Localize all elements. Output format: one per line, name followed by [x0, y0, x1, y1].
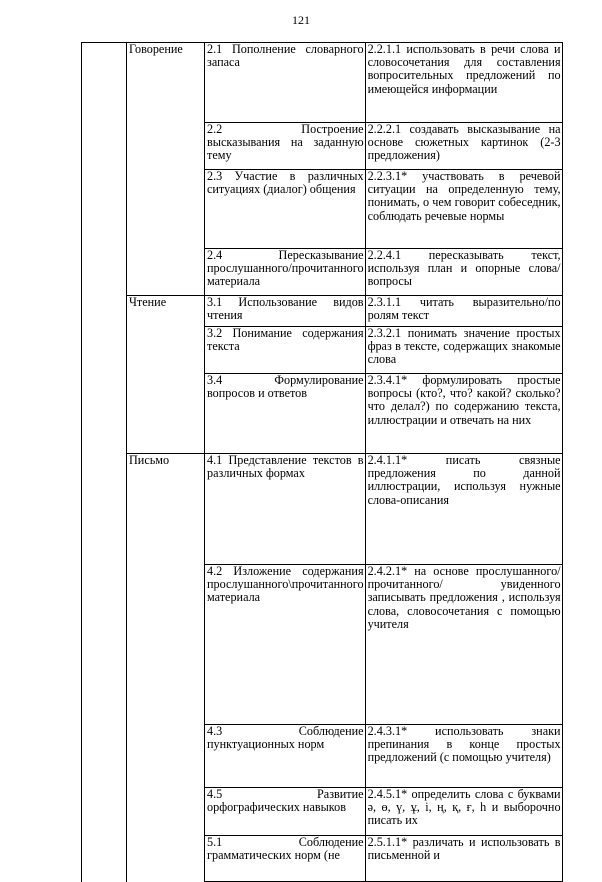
section-cell: Говорение [127, 43, 205, 123]
page-number: 121 [292, 13, 310, 27]
empty-margin-cell [82, 43, 127, 123]
empty-margin-cell [82, 788, 127, 836]
table-row [82, 43, 563, 123]
section-cell [127, 725, 205, 788]
table-row [82, 565, 563, 725]
section-cell [127, 788, 205, 836]
table-row [82, 327, 563, 374]
subsection-cell: 2.3 Участие в различных ситуациях (диалог) общения [205, 170, 366, 249]
empty-margin-cell [82, 374, 127, 454]
empty-margin-cell [82, 454, 127, 565]
subsection-cell: 3.1 Использование видов чтения [205, 296, 366, 327]
empty-margin-cell [82, 296, 127, 327]
learning-goal-cell: 2.2.2.1 создавать высказывание на основе сюжетных картинок (2-3 предложения) [365, 123, 562, 170]
table-row [82, 454, 563, 565]
learning-goal-cell: 2.5.1.1* различать и использовать в письменной и [365, 836, 562, 882]
learning-goal-cell: 2.3.2.1 понимать значение простых фраз в тексте, содержащих знакомые слова [365, 327, 562, 374]
section-cell [127, 249, 205, 296]
section-cell [127, 170, 205, 249]
subsection-cell: 3.4 Формулирование вопросов и ответов [205, 374, 366, 454]
empty-margin-cell [82, 836, 127, 882]
learning-goal-cell: 2.4.1.1* писать связные предложения по данной иллюстрации, используя нужные слова-описания [365, 454, 562, 565]
curriculum-table [81, 42, 563, 882]
table-row [82, 123, 563, 170]
subsection-cell: 3.2 Понимание содержания текста [205, 327, 366, 374]
section-cell [127, 123, 205, 170]
subsection-cell: 4.1 Представление текстов в различных формах [205, 454, 366, 565]
empty-margin-cell [82, 170, 127, 249]
learning-goal-cell: 2.3.1.1 читать выразительно/по ролям текст [365, 296, 562, 327]
learning-goal-cell: 2.2.1.1 использовать в речи слова и словосочетания для составления вопросительных предложений по имеющейся информации [365, 43, 562, 123]
table-row [82, 296, 563, 327]
table-row [82, 170, 563, 249]
empty-margin-cell [82, 123, 127, 170]
learning-goal-cell: 2.2.3.1* участвовать в речевой ситуации на определенную тему, понимать, о чем говорит собеседник, соблюдать речевые нормы [365, 170, 562, 249]
section-cell [127, 836, 205, 882]
table-row [82, 374, 563, 454]
table-row [82, 249, 563, 296]
subsection-cell: 4.5 Развитие орфографических навыков [205, 788, 366, 836]
subsection-cell: 2.4 Пересказывание прослушанного/прочитанного материала [205, 249, 366, 296]
section-cell: Чтение [127, 296, 205, 327]
empty-margin-cell [82, 249, 127, 296]
table-row [82, 725, 563, 788]
section-cell: Письмо [127, 454, 205, 565]
empty-margin-cell [82, 565, 127, 725]
learning-goal-cell: 2.4.3.1* использовать знаки препинания в конце простых предложений (с помощью учителя) [365, 725, 562, 788]
table-row [82, 836, 563, 882]
table-row [82, 788, 563, 836]
empty-margin-cell [82, 725, 127, 788]
subsection-cell: 4.3 Соблюдение пунктуационных норм [205, 725, 366, 788]
subsection-cell: 4.2 Изложение содержания прослушанного\прочитанного материала [205, 565, 366, 725]
subsection-cell: 2.1 Пополнение словарного запаса [205, 43, 366, 123]
section-cell [127, 327, 205, 374]
learning-goal-cell: 2.2.4.1 пересказывать текст, используя план и опорные слова/вопросы [365, 249, 562, 296]
section-cell [127, 565, 205, 725]
empty-margin-cell [82, 327, 127, 374]
subsection-cell: 5.1 Соблюдение грамматических норм (не [205, 836, 366, 882]
learning-goal-cell: 2.3.4.1* формулировать простые вопросы (кто?, что? какой? сколько? что делал?) по содержанию текста, иллюстрации и отвечать на них [365, 374, 562, 454]
section-cell [127, 374, 205, 454]
subsection-cell: 2.2 Построение высказывания на заданную тему [205, 123, 366, 170]
learning-goal-cell: 2.4.2.1* на основе прослушанного/ прочитанного/ увиденного записывать предложения , используя слова, словосочетания с помощью учителя [365, 565, 562, 725]
learning-goal-cell: 2.4.5.1* определить слова с буквами ә, ө, ү, ұ, і, ң, қ, ғ, һ и выборочно писать их [365, 788, 562, 836]
